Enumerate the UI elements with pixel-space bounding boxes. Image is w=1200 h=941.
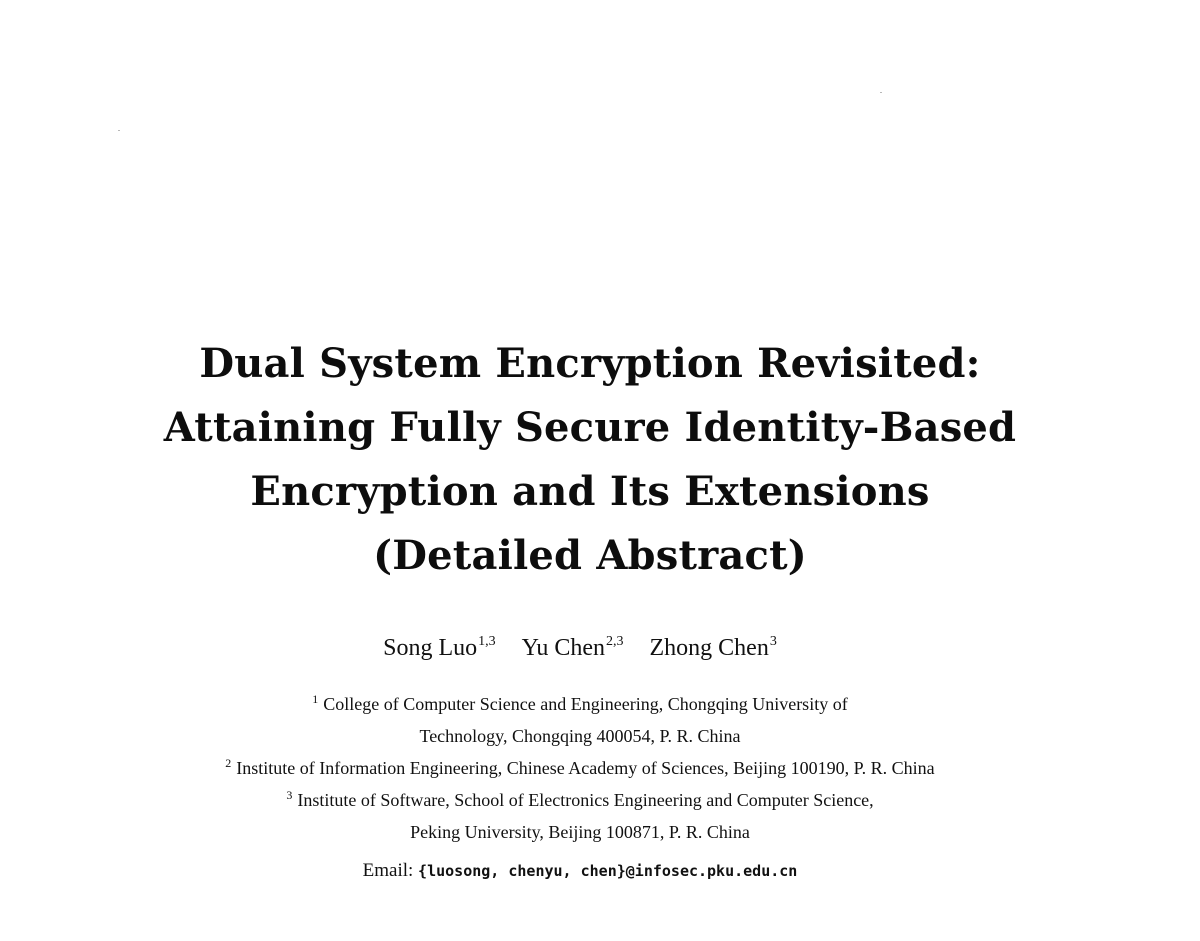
title-line: Attaining Fully Secure Identity-Based — [163, 404, 1017, 451]
scan-speck — [118, 130, 120, 131]
email-line — [0, 856, 1160, 886]
scan-speck — [880, 92, 882, 93]
paper-title — [0, 332, 1180, 588]
author-affiliation-mark: 1,3 — [478, 634, 496, 649]
title-line: Dual System Encryption Revisited: — [199, 340, 981, 387]
affiliation-line — [0, 720, 1160, 752]
affiliation-mark: 2 — [225, 756, 232, 770]
affiliation-text: Institute of Information Engineering, Chinese Academy of Sciences, Beijing 100190, P. R. China — [236, 758, 935, 778]
author-name: Zhong Chen — [649, 635, 769, 661]
affiliation-list — [0, 688, 1160, 848]
affiliation-line — [0, 784, 1160, 816]
affiliation-line — [0, 688, 1160, 720]
affiliation-mark: 1 — [312, 692, 319, 706]
author — [522, 630, 624, 666]
author-affiliation-mark: 2,3 — [606, 634, 624, 649]
affiliation-mark: 3 — [286, 788, 293, 802]
author — [383, 630, 496, 666]
title-line: (Detailed Abstract) — [373, 532, 807, 579]
affiliation-text: Peking University, Beijing 100871, P. R. China — [410, 822, 750, 842]
email-label: Email: — [362, 860, 414, 881]
affiliation-line — [0, 752, 1160, 784]
author-name: Song Luo — [383, 635, 478, 661]
title-line: Encryption and Its Extensions — [250, 468, 930, 515]
author — [650, 630, 777, 666]
author-name: Yu Chen — [521, 635, 606, 661]
affiliation-text: Institute of Software, School of Electronics Engineering and Computer Science, — [297, 790, 874, 810]
affiliation-text: College of Computer Science and Engineering, Chongqing University of — [323, 694, 848, 714]
author-list — [0, 630, 1160, 666]
affiliation-line — [0, 816, 1160, 848]
email-address: {luosong, chenyu, chen}@infosec.pku.edu.cn — [418, 862, 798, 880]
author-affiliation-mark: 3 — [769, 634, 777, 649]
affiliation-text: Technology, Chongqing 400054, P. R. China — [419, 726, 741, 746]
